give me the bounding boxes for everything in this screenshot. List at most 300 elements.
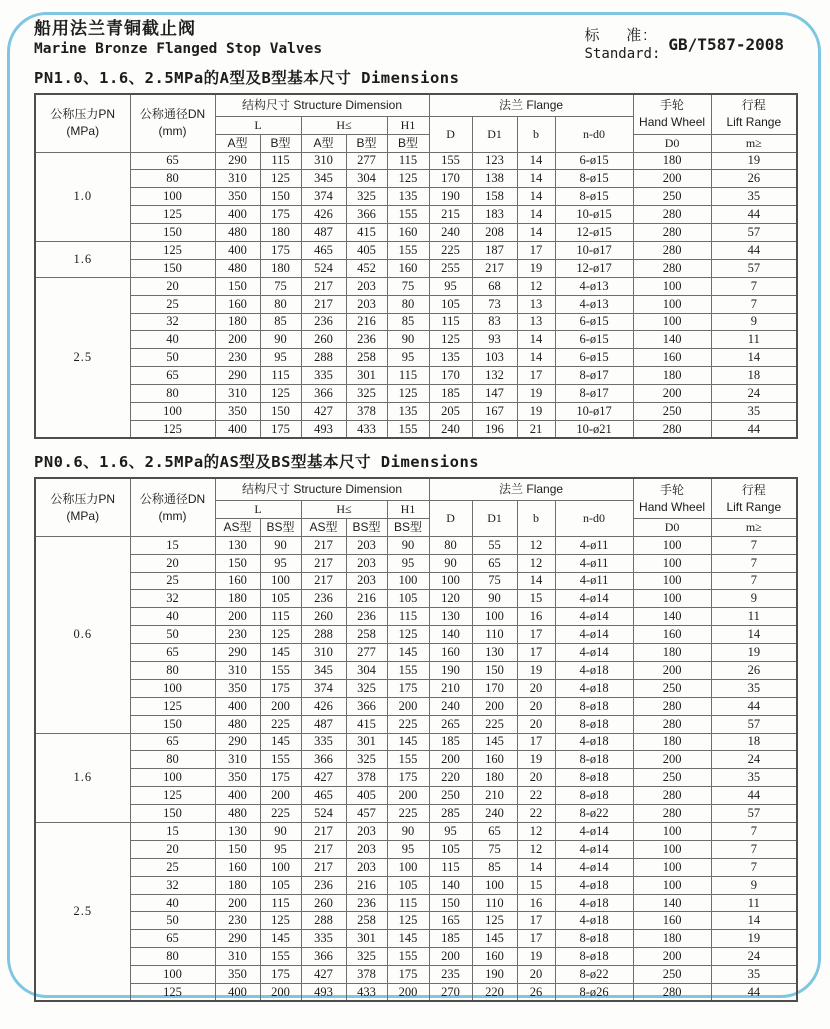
dimension-cell: 200 — [387, 697, 429, 715]
table2-header — [35, 478, 797, 536]
dimension-cell: 44 — [711, 206, 797, 224]
dimension-cell: 125 — [130, 206, 215, 224]
table-row — [35, 241, 797, 259]
dimension-cell: 105 — [387, 876, 429, 894]
dimension-cell: 290 — [215, 644, 260, 662]
dimension-cell: 100 — [130, 402, 215, 420]
dimension-cell: 150 — [260, 402, 301, 420]
dimension-cell: 85 — [472, 858, 517, 876]
table-row — [35, 259, 797, 277]
dimension-cell: 200 — [387, 787, 429, 805]
dimension-cell: 155 — [387, 661, 429, 679]
dimension-cell: 138 — [472, 170, 517, 188]
dimension-cell: 170 — [472, 679, 517, 697]
pressure-group-cell: 2.5 — [35, 277, 130, 438]
dimension-cell: 4-ø18 — [555, 876, 633, 894]
dimension-cell: 100 — [633, 277, 711, 295]
dimension-cell: 155 — [387, 206, 429, 224]
table-row — [35, 590, 797, 608]
dimension-cell: 80 — [130, 170, 215, 188]
col-header-handwheel — [633, 94, 711, 134]
dimension-cell: 26 — [711, 661, 797, 679]
dimension-cell: 155 — [387, 751, 429, 769]
dimension-cell: 180 — [633, 930, 711, 948]
dimension-cell: 17 — [517, 241, 555, 259]
pressure-header-unit: (MPa) — [66, 124, 100, 139]
dimension-cell: 4-ø18 — [555, 661, 633, 679]
dimension-cell: 8-ø26 — [555, 984, 633, 1002]
dimension-cell: 150 — [215, 277, 260, 295]
dimension-cell: 105 — [429, 295, 472, 313]
dimension-cell: 175 — [260, 679, 301, 697]
dimension-cell: 35 — [711, 966, 797, 984]
dimension-cell: 14 — [711, 912, 797, 930]
dimension-cell: 125 — [387, 912, 429, 930]
col-header-handwheel — [633, 478, 711, 518]
pressure-header-zh: 公称压力PN — [50, 491, 116, 506]
dimension-cell: 310 — [301, 644, 346, 662]
dimension-cell: 200 — [260, 787, 301, 805]
dimension-cell: 150 — [215, 840, 260, 858]
dimension-cell: 200 — [215, 608, 260, 626]
dimension-cell: 270 — [429, 984, 472, 1002]
dimension-cell: 180 — [215, 590, 260, 608]
dimension-cell: 8-ø15 — [555, 170, 633, 188]
dimension-cell: 180 — [633, 733, 711, 751]
dimension-cell: 335 — [301, 930, 346, 948]
dimension-cell: 110 — [472, 894, 517, 912]
dimension-cell: 180 — [633, 644, 711, 662]
dimension-cell: 203 — [346, 840, 387, 858]
dimension-cell: 145 — [387, 733, 429, 751]
table-row — [35, 840, 797, 858]
dimension-cell: 6-ø15 — [555, 331, 633, 349]
dimension-cell: 235 — [429, 966, 472, 984]
table-row — [35, 385, 797, 403]
dimension-cell: 335 — [301, 733, 346, 751]
subheader-type: A型 — [301, 134, 346, 152]
col-header-ndo: n-d0 — [555, 116, 633, 152]
standard-labels — [585, 26, 661, 63]
dimension-cell: 90 — [472, 590, 517, 608]
dimension-cell: 493 — [301, 984, 346, 1002]
dimension-cell: 90 — [387, 331, 429, 349]
dimension-cell: 100 — [260, 572, 301, 590]
dimension-cell: 20 — [517, 679, 555, 697]
dimension-cell: 40 — [130, 608, 215, 626]
table-row — [35, 912, 797, 930]
dimension-cell: 160 — [633, 349, 711, 367]
col-header-structure: 结构尺寸 Structure Dimension — [215, 94, 429, 116]
col-header-dn — [130, 478, 215, 536]
dimension-cell: 250 — [633, 188, 711, 206]
dimension-cell: 17 — [517, 626, 555, 644]
dimension-cell: 190 — [429, 188, 472, 206]
dimension-cell: 8-ø18 — [555, 930, 633, 948]
dimension-cell: 75 — [387, 277, 429, 295]
standard-label-en: Standard: — [584, 46, 661, 62]
dimension-cell: 4-ø11 — [555, 572, 633, 590]
dimension-cell: 155 — [429, 152, 472, 170]
col-header-pressure — [35, 478, 130, 536]
dimension-cell: 350 — [215, 769, 260, 787]
dimension-cell: 25 — [130, 295, 215, 313]
dimension-cell: 130 — [429, 608, 472, 626]
dimension-cell: 240 — [429, 224, 472, 242]
dimension-cell: 90 — [387, 823, 429, 841]
dimension-cell: 217 — [472, 259, 517, 277]
dimension-cell: 115 — [260, 367, 301, 385]
dimension-cell: 85 — [387, 313, 429, 331]
dimension-cell: 130 — [472, 644, 517, 662]
dimension-cell: 217 — [301, 277, 346, 295]
dimension-cell: 203 — [346, 554, 387, 572]
title-block — [34, 18, 322, 59]
dimension-cell: 493 — [301, 420, 346, 438]
dimension-cell: 57 — [711, 259, 797, 277]
dimension-cell: 9 — [711, 313, 797, 331]
dimension-cell: 277 — [346, 152, 387, 170]
dimension-cell: 90 — [387, 536, 429, 554]
dimension-cell: 105 — [260, 876, 301, 894]
table-row — [35, 170, 797, 188]
dimension-cell: 20 — [517, 966, 555, 984]
dimension-cell: 25 — [130, 858, 215, 876]
col-header-d: D — [429, 116, 472, 152]
dimension-cell: 80 — [260, 295, 301, 313]
dimension-cell: 7 — [711, 554, 797, 572]
dimension-cell: 50 — [130, 349, 215, 367]
dimension-cell: 125 — [260, 626, 301, 644]
table-row — [35, 679, 797, 697]
dimension-cell: 400 — [215, 420, 260, 438]
dimension-cell: 240 — [472, 805, 517, 823]
dimension-cell: 25 — [130, 572, 215, 590]
dimension-cell: 524 — [301, 259, 346, 277]
dimension-cell: 236 — [346, 331, 387, 349]
page-content — [34, 18, 796, 1002]
table-row — [35, 572, 797, 590]
dimension-cell: 405 — [346, 787, 387, 805]
dimension-cell: 125 — [387, 170, 429, 188]
dimension-cell: 14 — [517, 152, 555, 170]
dimension-cell: 288 — [301, 349, 346, 367]
dimension-cell: 19 — [517, 661, 555, 679]
dimension-cell: 125 — [387, 385, 429, 403]
dimension-cell: 400 — [215, 984, 260, 1002]
dimension-cell: 15 — [517, 876, 555, 894]
table-row — [35, 313, 797, 331]
dimension-cell: 17 — [517, 733, 555, 751]
dimension-cell: 13 — [517, 295, 555, 313]
dimension-cell: 4-ø18 — [555, 733, 633, 751]
dimension-cell: 19 — [711, 152, 797, 170]
dimension-cell: 145 — [260, 930, 301, 948]
dimension-cell: 217 — [301, 823, 346, 841]
dimension-cell: 65 — [472, 823, 517, 841]
dimension-cell: 95 — [260, 349, 301, 367]
dimension-cell: 19 — [711, 644, 797, 662]
dimension-cell: 277 — [346, 644, 387, 662]
dimension-cell: 280 — [633, 420, 711, 438]
dimension-cell: 125 — [130, 984, 215, 1002]
handwheel-header-en: Hand Wheel — [639, 115, 706, 130]
pressure-group-cell: 2.5 — [35, 823, 130, 1002]
dimension-cell: 187 — [472, 241, 517, 259]
dimension-cell: 427 — [301, 402, 346, 420]
dimension-cell: 80 — [130, 948, 215, 966]
dimension-cell: 217 — [301, 572, 346, 590]
lift-header-zh: 行程 — [741, 98, 766, 113]
dimension-cell: 290 — [215, 733, 260, 751]
dimension-cell: 35 — [711, 402, 797, 420]
dimension-cell: 7 — [711, 823, 797, 841]
dimension-cell: 200 — [633, 661, 711, 679]
dimension-cell: 120 — [429, 590, 472, 608]
dimension-cell: 8-ø22 — [555, 805, 633, 823]
dimension-cell: 200 — [429, 751, 472, 769]
dimension-cell: 80 — [130, 661, 215, 679]
dimension-cell: 17 — [517, 912, 555, 930]
dimension-cell: 400 — [215, 206, 260, 224]
dimension-cell: 145 — [387, 930, 429, 948]
dimension-cell: 125 — [472, 912, 517, 930]
dimension-cell: 95 — [387, 349, 429, 367]
dimension-cell: 433 — [346, 420, 387, 438]
col-header-m: m≥ — [711, 518, 797, 536]
dimension-cell: 68 — [472, 277, 517, 295]
dimension-cell: 304 — [346, 661, 387, 679]
dimension-cell: 19 — [711, 930, 797, 948]
col-header-lift — [711, 478, 797, 518]
dimension-cell: 140 — [429, 626, 472, 644]
dimension-cell: 200 — [215, 331, 260, 349]
dimension-cell: 301 — [346, 930, 387, 948]
col-header-dn — [130, 94, 215, 152]
dimension-cell: 14 — [517, 206, 555, 224]
dimension-cell: 115 — [260, 152, 301, 170]
dimension-cell: 6-ø15 — [555, 313, 633, 331]
dimension-cell: 100 — [472, 608, 517, 626]
dimension-cell: 105 — [387, 590, 429, 608]
dimension-cell: 200 — [260, 984, 301, 1002]
dimension-cell: 185 — [429, 930, 472, 948]
dimension-cell: 400 — [215, 241, 260, 259]
dimension-cell: 125 — [387, 626, 429, 644]
dimension-cell: 400 — [215, 697, 260, 715]
dimension-cell: 288 — [301, 626, 346, 644]
dimension-cell: 35 — [711, 188, 797, 206]
table-row — [35, 367, 797, 385]
dimension-cell: 200 — [260, 697, 301, 715]
dimension-cell: 44 — [711, 787, 797, 805]
dimension-cell: 236 — [301, 590, 346, 608]
dimension-cell: 8-ø17 — [555, 367, 633, 385]
dimension-cell: 150 — [130, 715, 215, 733]
dimension-cell: 236 — [346, 608, 387, 626]
table-row — [35, 858, 797, 876]
dimension-cell: 236 — [301, 313, 346, 331]
dimension-cell: 155 — [260, 751, 301, 769]
dimension-cell: 158 — [472, 188, 517, 206]
dimension-cell: 175 — [260, 966, 301, 984]
dimension-cell: 280 — [633, 259, 711, 277]
dimension-cell: 115 — [429, 858, 472, 876]
table-row — [35, 805, 797, 823]
dimension-cell: 73 — [472, 295, 517, 313]
table-row — [35, 349, 797, 367]
table-row — [35, 966, 797, 984]
dimension-cell: 203 — [346, 823, 387, 841]
col-header-b: b — [517, 500, 555, 536]
dimension-cell: 100 — [130, 769, 215, 787]
dimension-cell: 4-ø13 — [555, 295, 633, 313]
dimension-cell: 12 — [517, 554, 555, 572]
dimension-cell: 155 — [387, 420, 429, 438]
dimension-cell: 80 — [130, 751, 215, 769]
dimension-cell: 200 — [633, 751, 711, 769]
dimension-cell: 125 — [260, 385, 301, 403]
dimension-cell: 216 — [346, 313, 387, 331]
dimension-cell: 405 — [346, 241, 387, 259]
dimension-cell: 301 — [346, 367, 387, 385]
dimension-cell: 4-ø11 — [555, 536, 633, 554]
subheader-type: B型 — [346, 134, 387, 152]
dimension-cell: 35 — [711, 769, 797, 787]
dimension-cell: 140 — [429, 876, 472, 894]
dimension-cell: 250 — [633, 402, 711, 420]
table-row — [35, 948, 797, 966]
dimension-cell: 95 — [260, 554, 301, 572]
dimension-cell: 180 — [260, 224, 301, 242]
dimension-cell: 280 — [633, 984, 711, 1002]
dimension-cell: 465 — [301, 787, 346, 805]
dimension-cell: 465 — [301, 241, 346, 259]
dimension-cell: 44 — [711, 697, 797, 715]
dimension-cell: 160 — [215, 858, 260, 876]
table-row — [35, 715, 797, 733]
col-header-h1: H1 — [387, 116, 429, 134]
dimension-cell: 115 — [387, 608, 429, 626]
table-row — [35, 697, 797, 715]
section-title-table1: PN1.0、1.6、2.5MPa的A型及B型基本尺寸 Dimensions — [34, 69, 460, 87]
pressure-header-unit: (MPa) — [66, 508, 100, 523]
dimension-cell: 480 — [215, 805, 260, 823]
dimension-cell: 80 — [429, 536, 472, 554]
dimension-cell: 150 — [130, 224, 215, 242]
dimension-cell: 40 — [130, 331, 215, 349]
dimension-cell: 123 — [472, 152, 517, 170]
dimension-cell: 145 — [472, 930, 517, 948]
section-title-table2: PN0.6、1.6、2.5MPa的AS型及BS型基本尺寸 Dimensions — [34, 453, 480, 472]
dimensions-table-a-b — [34, 93, 798, 439]
dimension-cell: 11 — [711, 608, 797, 626]
dimension-cell: 350 — [215, 966, 260, 984]
dimension-cell: 230 — [215, 626, 260, 644]
dimension-cell: 135 — [429, 349, 472, 367]
dimension-cell: 103 — [472, 349, 517, 367]
dimension-cell: 19 — [517, 385, 555, 403]
dimension-cell: 8-ø18 — [555, 787, 633, 805]
dimension-cell: 14 — [711, 349, 797, 367]
dimension-cell: 350 — [215, 679, 260, 697]
dimension-cell: 225 — [387, 715, 429, 733]
dimension-cell: 20 — [517, 715, 555, 733]
table-row — [35, 733, 797, 751]
table-row — [35, 188, 797, 206]
dimension-cell: 140 — [633, 608, 711, 626]
dimension-cell: 160 — [429, 644, 472, 662]
dimension-cell: 7 — [711, 858, 797, 876]
document-header — [34, 18, 796, 63]
dimension-cell: 225 — [260, 715, 301, 733]
dimension-cell: 215 — [429, 206, 472, 224]
table2-body — [35, 536, 797, 1001]
dimension-cell: 426 — [301, 697, 346, 715]
dimension-cell: 100 — [387, 858, 429, 876]
dimension-cell: 115 — [429, 313, 472, 331]
dimension-cell: 110 — [472, 626, 517, 644]
dimension-cell: 236 — [301, 876, 346, 894]
dimension-cell: 100 — [472, 876, 517, 894]
dimension-cell: 145 — [260, 644, 301, 662]
dimension-cell: 170 — [429, 170, 472, 188]
dimension-cell: 280 — [633, 805, 711, 823]
dimension-cell: 304 — [346, 170, 387, 188]
dimension-cell: 115 — [387, 152, 429, 170]
dimension-cell: 10-ø17 — [555, 402, 633, 420]
dimensions-table-as-bs — [34, 477, 798, 1002]
col-header-d0: D0 — [633, 518, 711, 536]
dimension-cell: 93 — [472, 331, 517, 349]
dimension-cell: 15 — [130, 536, 215, 554]
dimension-cell: 8-ø15 — [555, 188, 633, 206]
col-header-pressure — [35, 94, 130, 152]
dimension-cell: 15 — [130, 823, 215, 841]
dimension-cell: 175 — [260, 420, 301, 438]
dimension-cell: 100 — [633, 313, 711, 331]
dimension-cell: 145 — [260, 733, 301, 751]
table-row — [35, 152, 797, 170]
dimension-cell: 280 — [633, 241, 711, 259]
dimension-cell: 452 — [346, 259, 387, 277]
dimension-cell: 135 — [387, 188, 429, 206]
dimension-cell: 225 — [429, 241, 472, 259]
table-row — [35, 224, 797, 242]
dimension-cell: 225 — [472, 715, 517, 733]
dimension-cell: 280 — [633, 715, 711, 733]
dimension-cell: 50 — [130, 626, 215, 644]
dimension-cell: 20 — [130, 554, 215, 572]
dimension-cell: 40 — [130, 894, 215, 912]
dimension-cell: 8-ø17 — [555, 385, 633, 403]
dimension-cell: 378 — [346, 966, 387, 984]
dimension-cell: 14 — [517, 349, 555, 367]
dimension-cell: 7 — [711, 572, 797, 590]
dimension-cell: 480 — [215, 715, 260, 733]
dimension-cell: 203 — [346, 858, 387, 876]
dimension-cell: 180 — [260, 259, 301, 277]
dimension-cell: 9 — [711, 590, 797, 608]
dimension-cell: 160 — [387, 224, 429, 242]
dimension-cell: 150 — [215, 554, 260, 572]
dimension-cell: 415 — [346, 715, 387, 733]
dimension-cell: 457 — [346, 805, 387, 823]
dimension-cell: 167 — [472, 402, 517, 420]
dimension-cell: 180 — [633, 367, 711, 385]
col-header-h: H≤ — [301, 500, 387, 518]
dimension-cell: 366 — [301, 948, 346, 966]
